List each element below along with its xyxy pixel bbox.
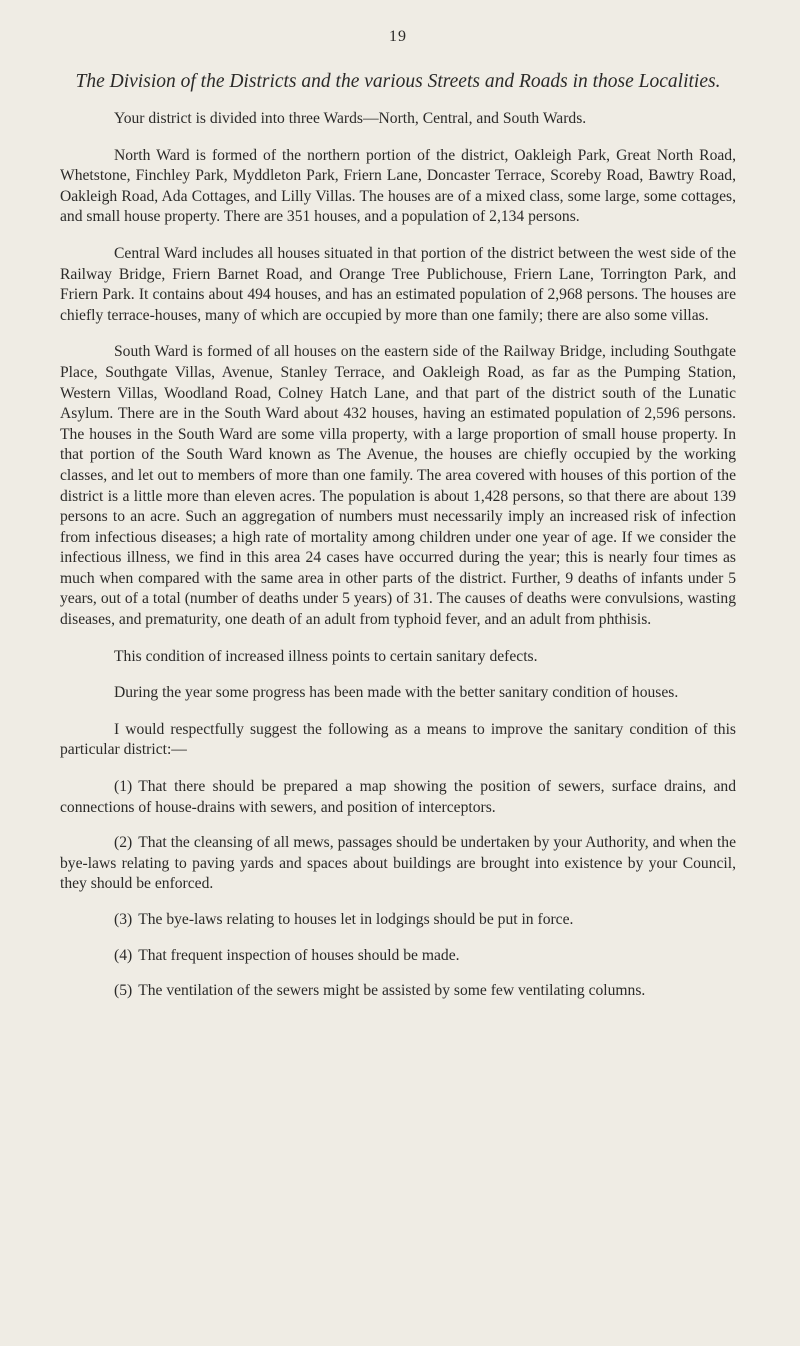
suggestion-text: That the cleansing of all mews, passages should be undertaken by your Authority, and when the bye-laws relating to paving yards and spaces about buildings are brought into existence by your Council, they should be enforced. <box>60 834 736 893</box>
paragraph-central-ward: Central Ward includes all houses situated in that portion of the district between the west side of the Railway Bridge, Friern Barnet Road, and Orange Tree Publichouse, Friern Lane, Torrington Park, and Friern Park. It contains about 494 houses, and has an estimated population of 2,968 persons. The houses are chiefly terrace-houses, many of which are occupied by more than one family; there are also some villas. <box>60 244 736 324</box>
suggestion-item <box>60 777 736 818</box>
paragraph-sanitary-defects: This condition of increased illness points to certain sanitary defects. <box>114 647 538 665</box>
suggestion-number: (3) <box>114 911 133 928</box>
suggestion-item <box>60 910 736 931</box>
suggestion-item <box>60 981 736 1002</box>
suggestion-text: That there should be prepared a map showing the position of sewers, surface drains, and connections of house-drains with sewers, and position of interceptors. <box>60 778 736 816</box>
paragraph-suggestions-intro: I would respectfully suggest the following as a means to improve the sanitary condition of this particular district:— <box>60 720 736 759</box>
suggestion-number: (5) <box>114 982 133 1000</box>
suggestion-item <box>60 946 736 967</box>
suggestion-number: (1) <box>114 778 133 796</box>
suggestion-text: That frequent inspection of houses should be made. <box>138 946 460 964</box>
suggestion-text: The ventilation of the sewers might be assisted by some few ventilating columns. <box>138 982 646 1000</box>
paragraph-intro: Your district is divided into three Wards—North, Central, and South Wards. <box>114 110 587 127</box>
paragraph-progress: During the year some progress has been made with the better sanitary condition of houses. <box>114 684 679 702</box>
section-title: The Division of the Districts and the various Streets and Roads in those Localities. <box>75 71 721 92</box>
suggestion-number: (4) <box>114 946 133 964</box>
paragraph-north-ward: North Ward is formed of the northern portion of the district, Oakleigh Park, Great North Road, Whetstone, Finchley Park, Myddleton Park, Friern Lane, Doncaster Terrace, Scoreby Road, Bawtry Road, Oakleigh Road, Ada Cottages, and Lilly Villas. The houses are of a mixed class, some large, some cottages, and small house property. There are 351 houses, and a population of 2,134 persons. <box>60 146 736 226</box>
paragraph-south-ward: South Ward is formed of all houses on the eastern side of the Railway Bridge, including Southgate Place, Southgate Villas, Avenue, Stanley Terrace, and Oakleigh Road, as far as the Pumping Station, Western Villas, Woodland Road, Colney Hatch Lane, and that part of the district south of the Lunatic Asylum. There are in the South Ward about 432 houses, having an estimated population of 2,596 persons. The houses in the South Ward are some villa property, with a large proportion of small house property. In that portion of the South Ward known as The Avenue, the houses are chiefly occupied by the working classes, and let out to members of more than one family. The area covered with houses of this portion of the district is a little more than eleven acres. The population is about 1,428 persons, so that there are about 139 persons to an acre. Such an aggregation of numbers must necessarily imply an increased risk of infection from infectious diseases; a high rate of mortality among children under one year of age. If we consider the infectious illness, we find in this area 24 cases have occurred during the year; this is nearly four times as much when compared with the same area in other parts of the district. Further, 9 deaths of infants under 5 years, out of a total (number of deaths under 5 years) of 31. The causes of deaths were convulsions, wasting diseases, and prematurity, one death of an adult from typhoid fever, and an adult from phthisis. <box>60 343 736 629</box>
suggestion-number: (2) <box>114 834 133 852</box>
page-number: 19 <box>389 28 407 45</box>
suggestion-text: The bye-laws relating to houses let in lodgings should be put in force. <box>138 911 574 928</box>
suggestion-item <box>60 833 736 895</box>
